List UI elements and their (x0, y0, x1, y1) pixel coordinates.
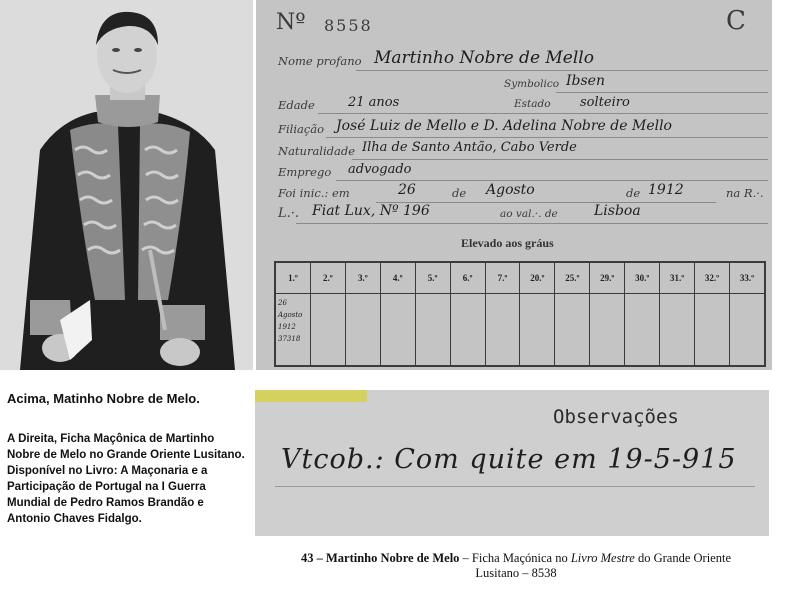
symbolic-value: Ibsen (566, 73, 605, 89)
occupation-value: advogado (348, 162, 412, 177)
age-label: Edade (278, 98, 315, 112)
symbolic-label: Symbolico (504, 78, 560, 90)
initiation-de1: de (452, 186, 467, 200)
record-card (256, 0, 772, 370)
grade-column (276, 263, 311, 365)
card-number: 8558 (324, 16, 373, 35)
grade-column (311, 263, 346, 365)
grade-header: 29.º (590, 263, 624, 294)
figure-caption-italic: Livro Mestre (570, 551, 635, 565)
degrees-grid (274, 261, 766, 367)
grade-column (590, 263, 625, 365)
grade-column (660, 263, 695, 365)
grade-column (520, 263, 555, 365)
birthplace-value: Ilha de Santo Antão, Cabo Verde (362, 140, 577, 155)
occupation-label: Emprego (278, 165, 332, 179)
initiation-month: Agosto (486, 182, 535, 198)
parents-label: Filiação (278, 122, 325, 136)
grade-header: 20.º (520, 263, 554, 294)
grade-header: 30.º (625, 263, 659, 294)
name-label: Nome profano (278, 54, 362, 68)
grade-column (416, 263, 451, 365)
observations-note: Vtcob.: Com quite em 19-5-915 (281, 444, 737, 475)
parents-value: José Luiz de Mello e D. Adelina Nobre de Mello (336, 118, 672, 134)
grade-column (486, 263, 521, 365)
figure-caption-bold: 43 – Martinho Nobre de Melo (300, 551, 460, 565)
grade-header: 25.º (555, 263, 589, 294)
highlight-bar (255, 390, 367, 402)
lodge-valley-label: ao val.·. de (500, 208, 558, 220)
figure-caption (255, 551, 777, 581)
initiation-label: Foi inic.: em (278, 186, 350, 200)
initiation-day: 26 (398, 182, 416, 198)
figure-caption-line2: Lusitano – 8538 (475, 566, 557, 580)
grade-header: 6.º (451, 263, 485, 294)
portrait-figure (0, 0, 253, 370)
grade-column (730, 263, 764, 365)
civil-status-label: Estado (514, 98, 551, 110)
caption-title: Acima, Matinho Nobre de Melo. (7, 391, 200, 406)
grade-header: 4.º (381, 263, 415, 294)
grade-column (555, 263, 590, 365)
grid-title: Elevado aos gráus (461, 236, 554, 250)
grade-header: 1.º (276, 263, 310, 294)
grade-header: 33.º (730, 263, 764, 294)
card-number-label: Nº (276, 10, 306, 35)
figure-caption-end: do Grande Oriente (634, 551, 732, 565)
initiation-de2: de (626, 186, 641, 200)
initiation-suffix: na R.·. (726, 186, 764, 200)
lodge-city: Lisboa (594, 203, 641, 219)
grade-column (695, 263, 730, 365)
initiation-year: 1912 (648, 182, 684, 198)
grade-column (381, 263, 416, 365)
caption-body: A Direita, Ficha Maçônica de Martinho Nobre de Melo no Grande Oriente Lusitano. Disponível no Livro: A Maçonaria e a Participação de Portugal na I Guerra Mundial de Pedro Ramos Brandão e Antonio Chaves Fidalgo. (7, 433, 245, 525)
figure-caption-mid: – Ficha Maçónica no (459, 551, 571, 565)
grade-header: 7.º (486, 263, 520, 294)
grade-header: 5.º (416, 263, 450, 294)
age-value: 21 anos (348, 95, 400, 110)
name-value: Martinho Nobre de Mello (374, 48, 594, 68)
observations-card (255, 390, 769, 536)
birthplace-label: Naturalidade (278, 144, 356, 158)
grade-column (625, 263, 660, 365)
grade-header: 2.º (311, 263, 345, 294)
grade-header: 32.º (695, 263, 729, 294)
grade-column (451, 263, 486, 365)
lodge-name: Fiat Lux, Nº 196 (312, 203, 430, 219)
grade-header: 31.º (660, 263, 694, 294)
observations-title: Observações (553, 406, 679, 428)
grade-header: 3.º (346, 263, 380, 294)
civil-status-value: solteiro (580, 95, 630, 110)
grade-cell-entry: 26 Agosto 1912 37318 (278, 299, 303, 343)
portrait-photo (0, 0, 253, 370)
corner-mark: C (726, 6, 746, 36)
lodge-prefix: L.·. (278, 206, 300, 221)
grade-column (346, 263, 381, 365)
